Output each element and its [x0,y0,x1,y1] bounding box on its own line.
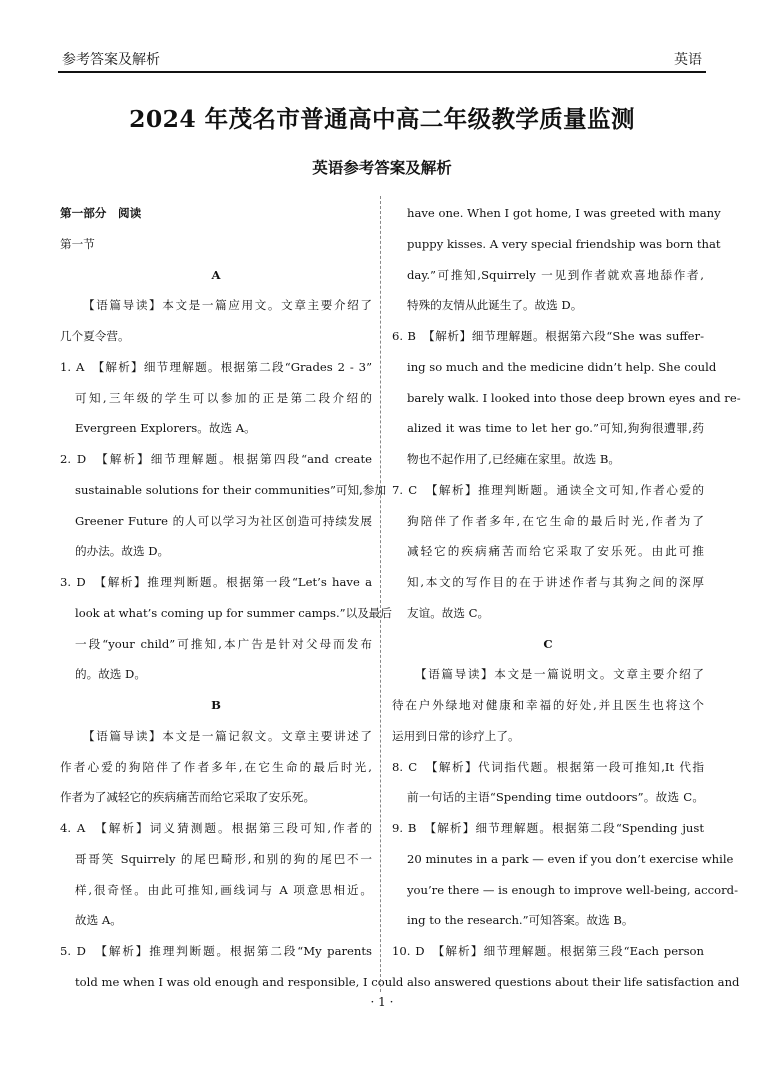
text-line: 的。故选 D。 [75,667,146,682]
part-heading: 第一部分 阅读 [60,206,142,220]
text-line: Greener Future 的人可以学习为社区创造可持续发展 [75,513,372,528]
right-column [392,198,741,998]
text-line: 几个夏令营。 [60,329,130,343]
answer-line: 2. D 【解析】细节理解题。根据第四段“and create [60,452,372,466]
answer-line: 10. D 【解析】细节理解题。根据第三段“Each person [392,944,704,958]
passage-heading-b: B [211,698,221,712]
text-line: 待在户外绿地对健康和幸福的好处,并且医生也将这个 [392,698,704,712]
text-line: 前一句话的主语“Spending time outdoors”。故选 C。 [407,790,704,805]
document-subtitle: 英语参考答案及解析 [312,158,452,177]
text-line: you’re there — is enough to improve well-being, accord- [407,882,739,897]
header-subject-label: 英语 [674,52,702,68]
answer-line: 1. A 【解析】细节理解题。根据第二段“Grades 2 - 3” [60,359,372,374]
left-column [60,198,404,998]
text-line: 哥哥笑 Squirrely 的尾巴畸形,和别的狗的尾巴不一 [75,851,372,866]
header-left-label: 参考答案及解析 [62,52,160,68]
answer-line: 3. D 【解析】推理判断题。根据第一段“Let’s have a [60,575,372,589]
text-line: 知,本文的写作目的在于讲述作者与其狗之间的深厚 [407,575,704,589]
text-line: 作者为了减轻它的疾病痛苦而给它采取了安乐死。 [60,790,316,805]
text-line: alized it was time to let her go.”可知,狗狗很遭罪,药 [407,421,704,436]
text-line: 减轻它的疾病痛苦而给它采取了安乐死。由此可推 [407,544,704,559]
text-line: barely walk. I looked into those deep brown eyes and re- [407,390,741,405]
text-line: also answered questions about their life satisfaction and [407,974,740,989]
answer-line: 6. B 【解析】细节理解题。根据第六段“She was suffer- [392,329,704,343]
text-line: 一段“your child”可推知,本广告是针对父母而发布 [75,636,372,651]
page-number: · 1 · [370,995,394,1009]
text-line: Evergreen Explorers。故选 A。 [75,421,256,436]
text-line: day.”可推知,Squirrely 一见到作者就欢喜地舔作者, [407,267,704,282]
text-line: ing so much and the medicine didn’t help. She could [407,359,717,374]
answer-line: 5. D 【解析】推理判断题。根据第二段“My parents [60,944,372,958]
passage-heading-c: C [543,636,553,651]
header-rule [58,71,706,73]
answer-line: 7. C 【解析】推理判断题。通读全文可知,作者心爱的 [392,482,704,497]
text-line: 故选 A。 [75,913,122,928]
text-line: 特殊的友情从此诞生了。故选 D。 [407,298,583,313]
text-line: 【语篇导读】本文是一篇应用文。文章主要介绍了 [83,298,372,313]
text-line: puppy kisses. A very special friendship was born that [407,236,721,251]
text-line: sustainable solutions for their communities”可知,参加 [75,482,386,497]
text-line: 【语篇导读】本文是一篇说明文。文章主要介绍了 [415,667,704,682]
answer-line: 9. B 【解析】细节理解题。根据第二段“Spending just [392,821,704,835]
text-line: ing to the research.”可知答案。故选 B。 [407,913,634,928]
text-line: 作者心爱的狗陪伴了作者多年,在它生命的最后时光, [60,759,372,774]
text-line: 可知,三年级的学生可以参加的正是第二段介绍的 [75,390,372,405]
text-line: have one. When I got home, I was greeted with many [407,206,721,220]
column-divider [380,196,381,992]
answer-line: 4. A 【解析】词义猜测题。根据第三段可知,作者的 [60,821,372,835]
document-title: 2024 年茂名市普通高中高二年级教学质量监测 [129,105,635,133]
text-line: 狗陪伴了作者多年,在它生命的最后时光,作者为了 [407,513,704,528]
text-line: 20 minutes in a park — even if you don’t exercise while [407,851,734,866]
passage-heading-a: A [211,267,221,282]
text-line: told me when I was old enough and responsible, I could [75,974,404,989]
text-line: 【语篇导读】本文是一篇记叙文。文章主要讲述了 [83,728,372,743]
text-line: look at what’s coming up for summer camps.”以及最后 [75,605,392,620]
text-line: 友谊。故选 C。 [407,605,490,620]
answer-line: 8. C 【解析】代词指代题。根据第一段可推知,It 代指 [392,759,704,774]
text-line: 的办法。故选 D。 [75,544,170,559]
section-heading: 第一节 [60,236,95,251]
text-line: 样,很奇怪。由此可推知,画线词与 A 项意思相近。 [75,882,372,897]
text-line: 运用到日常的诊疗上了。 [392,728,520,743]
text-line: 物也不起作用了,已经瘫在家里。故选 B。 [407,452,620,466]
